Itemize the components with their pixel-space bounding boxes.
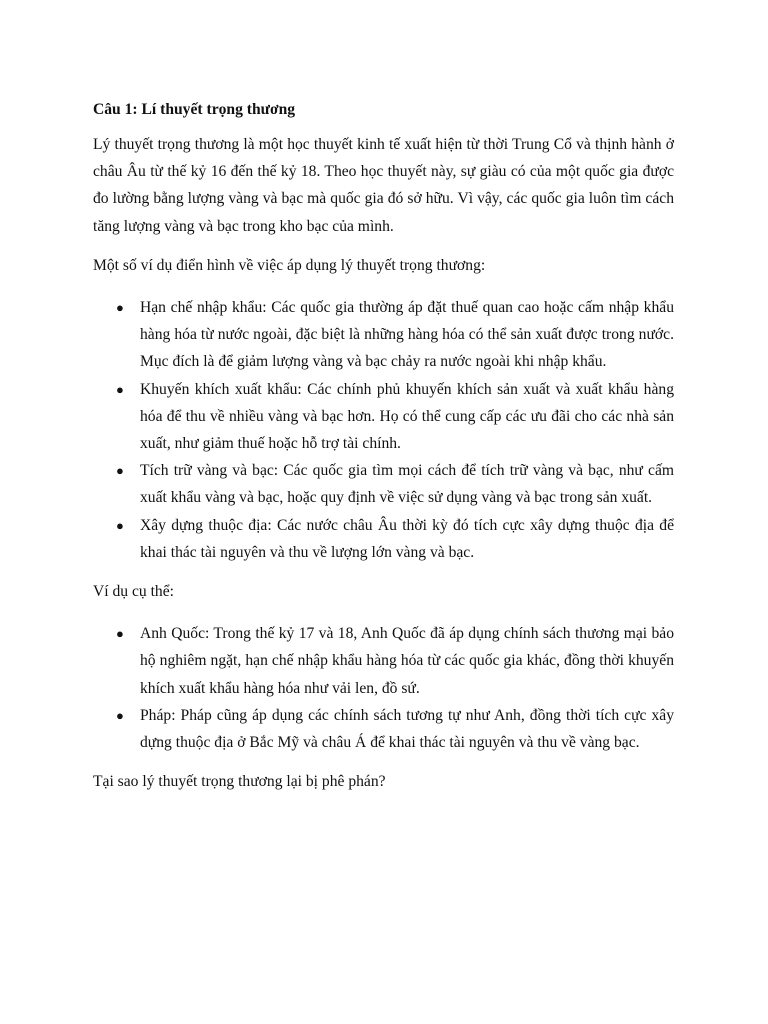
list-item	[93, 457, 674, 511]
section-heading: Câu 1: Lí thuyết trọng thương	[93, 101, 296, 118]
bullet-icon: ●	[116, 463, 124, 479]
list-item-text: Xây dựng thuộc địa: Các nước châu Âu thời kỳ đó tích cực xây dựng thuộc địa để khai thác tài nguyên và thu về lượng lớn vàng và bạc.	[140, 516, 674, 561]
list-item-text: Tích trữ vàng và bạc: Các quốc gia tìm mọi cách để tích trữ vàng và bạc, như cấm xuất khẩu vàng và bạc, hoặc quy định về việc sử dụng vàng và bạc trong sản xuất.	[140, 462, 674, 507]
intro-paragraph: Lý thuyết trọng thương là một học thuyết kinh tế xuất hiện từ thời Trung Cổ và thịnh hành ở châu Âu từ thế kỷ 16 đến thế kỷ 18. Theo học thuyết này, sự giàu có của một quốc gia được đo lường bằng lượng vàng và bạc mà quốc gia đó sở hữu. Vì vậy, các quốc gia luôn tìm cách tăng lượng vàng và bạc trong kho bạc của mình.	[93, 136, 674, 235]
country-examples-list	[93, 620, 674, 756]
list-item-text: Khuyến khích xuất khẩu: Các chính phủ khuyến khích sản xuất và xuất khẩu hàng hóa để thu về nhiều vàng và bạc hơn. Họ có thể cung cấp các ưu đãi cho các nhà sản xuất, như giảm thuế hoặc hỗ trợ tài chính.	[140, 380, 674, 453]
list-item	[93, 702, 674, 756]
list-item	[93, 376, 674, 458]
list-item	[93, 620, 674, 702]
question-paragraph: Tại sao lý thuyết trọng thương lại bị phê phán?	[93, 773, 386, 791]
bullet-icon: ●	[116, 707, 124, 723]
specific-examples-label: Ví dụ cụ thể:	[93, 583, 174, 601]
list-item-text: Hạn chế nhập khẩu: Các quốc gia thường áp đặt thuế quan cao hoặc cấm nhập khẩu hàng hóa từ nước ngoài, đặc biệt là những hàng hóa có thể sản xuất được trong nước. Mục đích là để giảm lượng vàng và bạc chảy ra nước ngoài khi nhập khẩu.	[140, 299, 674, 371]
bullet-icon: ●	[116, 381, 124, 397]
list-item-text: Anh Quốc: Trong thế kỷ 17 và 18, Anh Quốc đã áp dụng chính sách thương mại bảo hộ nghiêm ngặt, hạn chế nhập khẩu hàng hóa từ các quốc gia khác, đồng thời khuyến khích xuất khẩu hàng hóa như vải len, đồ sứ.	[140, 625, 674, 697]
bullet-icon: ●	[116, 626, 124, 642]
policy-examples-list	[93, 294, 674, 566]
examples-intro-paragraph: Một số ví dụ điển hình về việc áp dụng lý thuyết trọng thương:	[93, 256, 486, 274]
list-item-text: Pháp: Pháp cũng áp dụng các chính sách tương tự như Anh, đồng thời tích cực xây dựng thuộc địa ở Bắc Mỹ và châu Á để khai thác tài nguyên và thu về vàng bạc.	[140, 706, 674, 752]
list-item	[93, 294, 674, 376]
bullet-icon: ●	[116, 517, 124, 533]
list-item	[93, 512, 674, 566]
bullet-icon: ●	[116, 300, 124, 316]
